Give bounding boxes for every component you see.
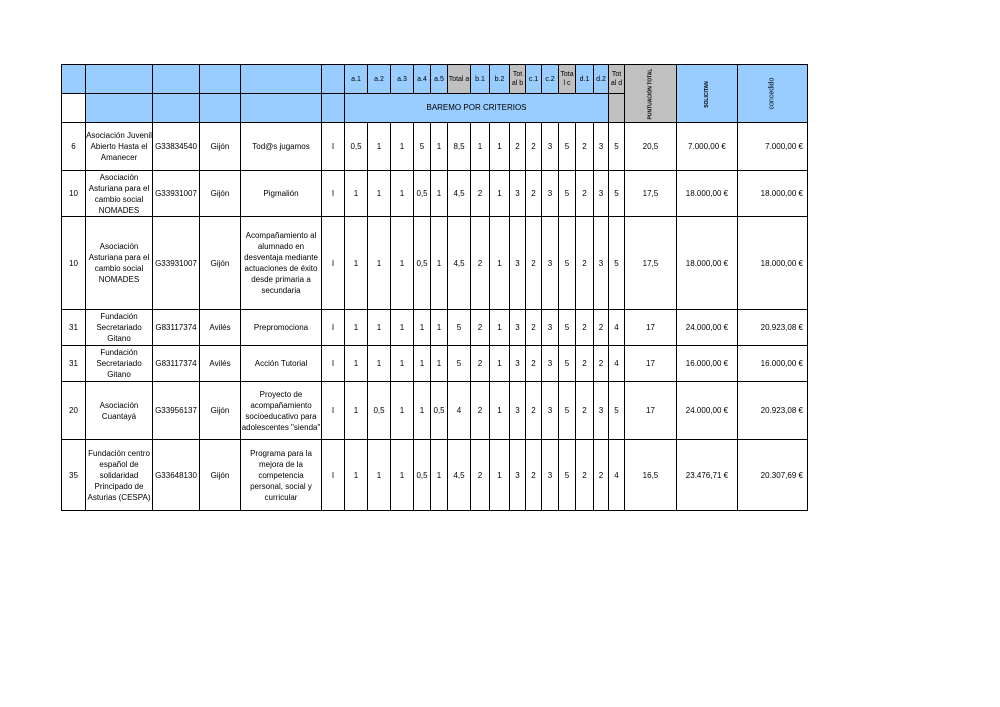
amount-requested: 18.000,00 € xyxy=(676,217,737,310)
header-b1: b.1 xyxy=(471,65,490,94)
score-cell: 1 xyxy=(471,123,490,171)
header-baremo: BAREMO POR CRITERIOS xyxy=(345,94,609,123)
score-cell: 1 xyxy=(414,346,431,382)
amount-granted: 20.923,08 € xyxy=(737,310,807,346)
score-cell: 2 xyxy=(471,310,490,346)
cif-code: G83117374 xyxy=(153,346,200,382)
header-total-a: Total a xyxy=(448,65,471,94)
cif-code: G33648130 xyxy=(153,440,200,511)
location: Gijón xyxy=(200,440,241,511)
score-cell: 1 xyxy=(490,440,510,511)
score-cell: 0,5 xyxy=(414,440,431,511)
score-cell: 2 xyxy=(526,217,542,310)
location: Gijón xyxy=(200,217,241,310)
header-blank xyxy=(200,65,241,94)
score-cell: 5 xyxy=(559,123,576,171)
entity-name: Asociación Juvenil Abierto Hasta el Amanecer xyxy=(86,123,153,171)
header-a3: a.3 xyxy=(391,65,414,94)
score-cell: 2 xyxy=(471,346,490,382)
header-solicitan xyxy=(676,65,737,123)
row-number: 6 xyxy=(62,123,86,171)
score-cell: 5 xyxy=(559,382,576,440)
location: Gijón xyxy=(200,123,241,171)
score-cell: 5 xyxy=(609,382,625,440)
score-cell: 1 xyxy=(368,123,391,171)
table-row xyxy=(62,440,808,511)
header-total-d: Tot al d xyxy=(609,65,625,94)
table-row xyxy=(62,310,808,346)
table-row xyxy=(62,382,808,440)
solicitan-label: SOLICITAN xyxy=(703,80,710,108)
type-code: I xyxy=(322,440,345,511)
score-cell: 5 xyxy=(448,310,471,346)
header-total-b: Tot al b xyxy=(510,65,526,94)
location: Avilés xyxy=(200,310,241,346)
entity-name: Asociación Cuantayá xyxy=(86,382,153,440)
entity-name: Fundación Secretariado Gitano xyxy=(86,346,153,382)
amount-granted: 7.000,00 € xyxy=(737,123,807,171)
score-cell: 5 xyxy=(609,123,625,171)
score-cell: 2 xyxy=(576,217,594,310)
score-cell: 1 xyxy=(414,310,431,346)
row-number: 31 xyxy=(62,346,86,382)
score-cell: 1 xyxy=(368,440,391,511)
amount-granted: 20.307,69 € xyxy=(737,440,807,511)
score-cell: 3 xyxy=(594,217,609,310)
score-cell: 1 xyxy=(391,440,414,511)
score-cell: 2 xyxy=(576,123,594,171)
score-cell: 5 xyxy=(448,346,471,382)
score-cell: 1 xyxy=(431,171,448,217)
type-code: I xyxy=(322,346,345,382)
score-cell: 4 xyxy=(609,346,625,382)
score-cell: 2 xyxy=(471,217,490,310)
type-code: I xyxy=(322,310,345,346)
amount-requested: 24.000,00 € xyxy=(676,310,737,346)
score-cell: 3 xyxy=(510,346,526,382)
score-cell: 5 xyxy=(414,123,431,171)
header-blank xyxy=(322,65,345,94)
score-cell: 1 xyxy=(391,171,414,217)
total-score: 17 xyxy=(625,310,677,346)
cif-code: G33956137 xyxy=(153,382,200,440)
score-cell: 1 xyxy=(490,123,510,171)
score-cell: 2 xyxy=(510,123,526,171)
total-score: 17 xyxy=(625,346,677,382)
score-cell: 4,5 xyxy=(448,217,471,310)
score-cell: 1 xyxy=(391,346,414,382)
score-cell: 1 xyxy=(431,346,448,382)
baremo-table xyxy=(61,64,808,511)
project-name: Prepromociona xyxy=(241,310,322,346)
cif-code: G33834540 xyxy=(153,123,200,171)
score-cell: 4,5 xyxy=(448,171,471,217)
score-cell: 3 xyxy=(542,217,559,310)
amount-granted: 20.923,08 € xyxy=(737,382,807,440)
amount-requested: 18.000,00 € xyxy=(676,171,737,217)
score-cell: 1 xyxy=(345,171,368,217)
table-row xyxy=(62,217,808,310)
entity-name: Asociación Asturiana para el cambio social NOMADES xyxy=(86,171,153,217)
score-cell: 0,5 xyxy=(368,382,391,440)
type-code: I xyxy=(322,382,345,440)
project-name: Pigmalión xyxy=(241,171,322,217)
project-name: Acción Tutorial xyxy=(241,346,322,382)
header-blank xyxy=(241,94,322,123)
score-cell: 1 xyxy=(414,382,431,440)
score-cell: 2 xyxy=(471,171,490,217)
header-blank xyxy=(200,94,241,123)
total-score: 16,5 xyxy=(625,440,677,511)
score-cell: 3 xyxy=(510,310,526,346)
score-cell: 2 xyxy=(576,171,594,217)
score-cell: 3 xyxy=(510,171,526,217)
total-score: 17,5 xyxy=(625,217,677,310)
score-cell: 1 xyxy=(490,382,510,440)
table-row xyxy=(62,123,808,171)
score-cell: 5 xyxy=(559,346,576,382)
score-cell: 1 xyxy=(345,382,368,440)
score-cell: 1 xyxy=(391,310,414,346)
header-b2: b.2 xyxy=(490,65,510,94)
type-code: I xyxy=(322,123,345,171)
header-blank xyxy=(62,65,86,94)
score-cell: 1 xyxy=(391,382,414,440)
location: Avilés xyxy=(200,346,241,382)
score-cell: 5 xyxy=(609,171,625,217)
score-cell: 1 xyxy=(431,123,448,171)
header-blank xyxy=(241,65,322,94)
score-cell: 1 xyxy=(490,310,510,346)
entity-name: Asociación Asturiana para el cambio social NOMADES xyxy=(86,217,153,310)
score-cell: 3 xyxy=(542,440,559,511)
score-cell: 5 xyxy=(559,440,576,511)
score-cell: 4 xyxy=(609,440,625,511)
header-blank xyxy=(86,94,153,123)
score-cell: 1 xyxy=(368,171,391,217)
row-number: 10 xyxy=(62,171,86,217)
score-cell: 4 xyxy=(448,382,471,440)
amount-granted: 18.000,00 € xyxy=(737,217,807,310)
header-row-1 xyxy=(62,65,808,94)
total-score: 17,5 xyxy=(625,171,677,217)
score-cell: 3 xyxy=(542,310,559,346)
header-total-c: Tota l c xyxy=(559,65,576,94)
score-cell: 5 xyxy=(559,217,576,310)
score-cell: 5 xyxy=(559,310,576,346)
header-c2: c.2 xyxy=(542,65,559,94)
total-score: 17 xyxy=(625,382,677,440)
score-cell: 3 xyxy=(542,382,559,440)
score-cell: 2 xyxy=(526,310,542,346)
score-cell: 2 xyxy=(594,346,609,382)
score-cell: 2 xyxy=(526,346,542,382)
score-cell: 5 xyxy=(559,171,576,217)
total-score: 20,5 xyxy=(625,123,677,171)
score-cell: 1 xyxy=(345,217,368,310)
score-cell: 2 xyxy=(471,440,490,511)
score-cell: 1 xyxy=(391,123,414,171)
score-cell: 1 xyxy=(368,310,391,346)
score-cell: 0,5 xyxy=(431,382,448,440)
puntuacion-label: PUNTUACIÓN TOTAL xyxy=(647,68,654,120)
score-cell: 1 xyxy=(431,217,448,310)
cif-code: G83117374 xyxy=(153,310,200,346)
header-blank xyxy=(609,94,625,123)
row-number: 31 xyxy=(62,310,86,346)
row-number: 35 xyxy=(62,440,86,511)
score-cell: 2 xyxy=(576,440,594,511)
header-blank xyxy=(62,94,86,123)
header-a4: a.4 xyxy=(414,65,431,94)
row-number: 10 xyxy=(62,217,86,310)
entity-name: Fundación Secretariado Gitano xyxy=(86,310,153,346)
amount-requested: 7.000,00 € xyxy=(676,123,737,171)
score-cell: 8,5 xyxy=(448,123,471,171)
amount-requested: 24.000,00 € xyxy=(676,382,737,440)
score-cell: 2 xyxy=(471,382,490,440)
header-a2: a.2 xyxy=(368,65,391,94)
score-cell: 2 xyxy=(594,440,609,511)
score-cell: 3 xyxy=(594,171,609,217)
score-cell: 0,5 xyxy=(414,217,431,310)
score-cell: 3 xyxy=(510,440,526,511)
header-blank xyxy=(86,65,153,94)
score-cell: 1 xyxy=(490,346,510,382)
score-cell: 3 xyxy=(542,123,559,171)
cif-code: G33931007 xyxy=(153,171,200,217)
score-cell: 4 xyxy=(609,310,625,346)
score-cell: 2 xyxy=(526,382,542,440)
header-a5: a.5 xyxy=(431,65,448,94)
score-cell: 0,5 xyxy=(414,171,431,217)
score-cell: 1 xyxy=(345,440,368,511)
amount-granted: 16.000,00 € xyxy=(737,346,807,382)
score-cell: 1 xyxy=(391,217,414,310)
score-cell: 2 xyxy=(576,346,594,382)
score-cell: 2 xyxy=(526,123,542,171)
score-cell: 4,5 xyxy=(448,440,471,511)
score-cell: 3 xyxy=(542,346,559,382)
project-name: Acompañamiento al alumnado en desventaja mediante actuaciones de éxito desde primaria a secundaria xyxy=(241,217,322,310)
score-cell: 3 xyxy=(510,382,526,440)
score-cell: 2 xyxy=(526,171,542,217)
project-name: Proyecto de acompañamiento socioeducativo para adolescentes "sienda" xyxy=(241,382,322,440)
score-cell: 1 xyxy=(431,440,448,511)
score-cell: 1 xyxy=(345,346,368,382)
type-code: I xyxy=(322,217,345,310)
score-cell: 3 xyxy=(542,171,559,217)
score-cell: 1 xyxy=(345,310,368,346)
score-cell: 2 xyxy=(594,310,609,346)
score-cell: 1 xyxy=(490,171,510,217)
score-cell: 1 xyxy=(490,217,510,310)
header-a1: a.1 xyxy=(345,65,368,94)
concedido-label: concedido xyxy=(768,77,776,110)
score-cell: 1 xyxy=(431,310,448,346)
header-puntuacion-total xyxy=(625,65,677,123)
header-d2: d.2 xyxy=(594,65,609,94)
cif-code: G33931007 xyxy=(153,217,200,310)
table-row xyxy=(62,171,808,217)
location: Gijón xyxy=(200,171,241,217)
score-cell: 0,5 xyxy=(345,123,368,171)
project-name: Programa para la mejora de la competencia personal, social y curricular xyxy=(241,440,322,511)
row-number: 20 xyxy=(62,382,86,440)
table-row xyxy=(62,346,808,382)
header-blank xyxy=(153,94,200,123)
entity-name: Fundación centro español de solidaridad Principado de Asturias (CESPA) xyxy=(86,440,153,511)
type-code: I xyxy=(322,171,345,217)
amount-requested: 23.476,71 € xyxy=(676,440,737,511)
header-concedido xyxy=(737,65,807,123)
amount-granted: 18.000,00 € xyxy=(737,171,807,217)
score-cell: 2 xyxy=(576,382,594,440)
score-cell: 5 xyxy=(609,217,625,310)
score-cell: 2 xyxy=(526,440,542,511)
header-blank xyxy=(322,94,345,123)
header-blank xyxy=(153,65,200,94)
score-cell: 3 xyxy=(594,382,609,440)
project-name: Tod@s jugamos xyxy=(241,123,322,171)
score-cell: 3 xyxy=(594,123,609,171)
location: Gijón xyxy=(200,382,241,440)
score-cell: 2 xyxy=(576,310,594,346)
amount-requested: 16.000,00 € xyxy=(676,346,737,382)
score-cell: 1 xyxy=(368,217,391,310)
header-d1: d.1 xyxy=(576,65,594,94)
score-cell: 3 xyxy=(510,217,526,310)
header-c1: c.1 xyxy=(526,65,542,94)
score-cell: 1 xyxy=(368,346,391,382)
